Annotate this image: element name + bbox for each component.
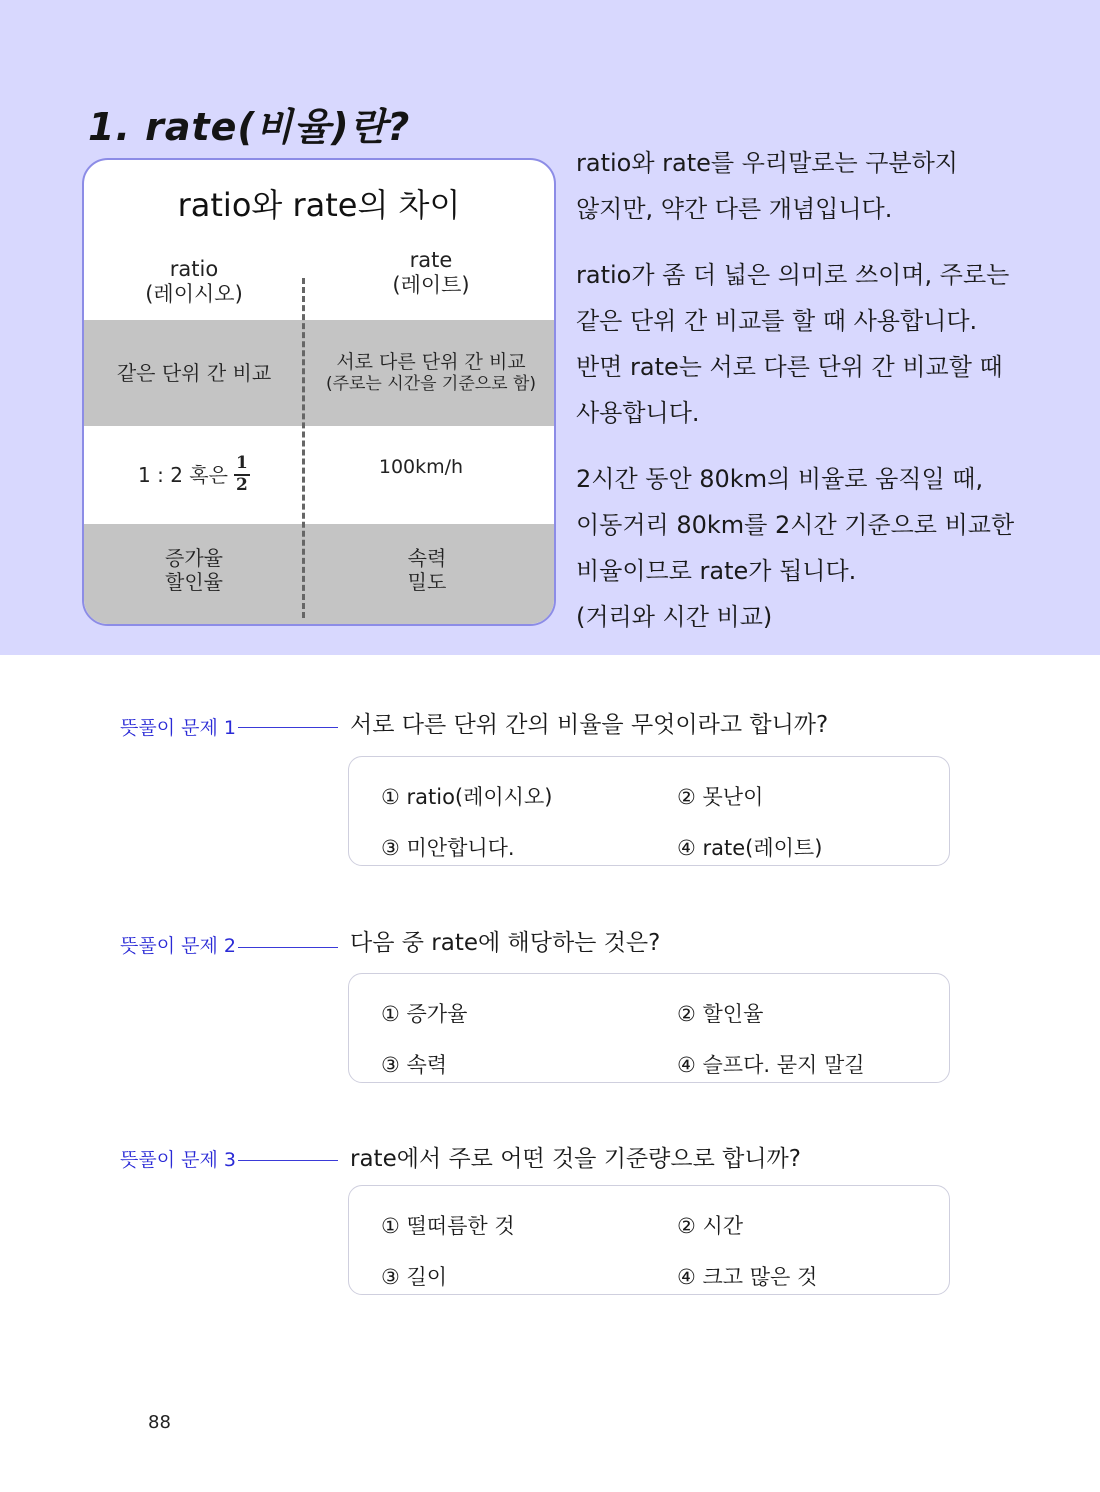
header-rate-name: rate xyxy=(409,248,453,272)
question-2-options xyxy=(348,973,950,1083)
header-ratio-name: ratio xyxy=(169,256,219,281)
card-row-definition xyxy=(84,320,554,426)
card-row-types xyxy=(84,524,554,626)
explanation-line: (거리와 시간 비교) xyxy=(576,603,773,631)
explanation-line: 사용합니다. xyxy=(576,399,700,427)
question-1-option-4[interactable]: ④ rate(레이트) xyxy=(677,836,823,860)
question-3-option-1[interactable]: ① 떨떠름한 것 xyxy=(381,1214,515,1238)
explanation-line: 2시간 동안 80km의 비율로 움직일 때, xyxy=(576,465,984,493)
rate-definition-note: (주로는 시간을 기준으로 함) xyxy=(325,374,537,395)
ratio-example xyxy=(84,426,304,524)
question-2-option-3[interactable]: ③ 속력 xyxy=(381,1053,448,1077)
page-number: 88 xyxy=(148,1412,171,1433)
ratio-type-2: 할인율 xyxy=(165,570,223,594)
rate-types xyxy=(304,524,556,626)
question-3-option-2[interactable]: ② 시간 xyxy=(677,1214,744,1238)
explanation-line: 이동거리 80km를 2시간 기준으로 비교한 xyxy=(576,511,1015,539)
explanation-line: 않지만, 약간 다른 개념입니다. xyxy=(576,195,893,223)
header-rate xyxy=(304,246,556,318)
question-2-line xyxy=(238,947,338,948)
ratio-type-1: 증가율 xyxy=(165,546,223,570)
rate-example: 100km/h xyxy=(378,456,464,478)
explanation-paragraph-2 xyxy=(576,252,1046,436)
card-header-row xyxy=(84,246,554,318)
explanation-line: 비율이므로 rate가 됩니다. xyxy=(576,557,857,585)
fraction-numerator: 1 xyxy=(236,453,248,474)
question-2-text: 다음 중 rate에 해당하는 것은? xyxy=(350,930,661,956)
question-3-options xyxy=(348,1185,950,1295)
explanation-paragraph-1 xyxy=(576,140,1046,232)
question-3-option-4[interactable]: ④ 크고 많은 것 xyxy=(677,1265,818,1289)
section-title: 1. rate(비율)란? xyxy=(88,105,411,149)
card-row-example xyxy=(84,426,554,524)
question-1-option-1[interactable]: ① ratio(레이시오) xyxy=(381,785,553,809)
ratio-example-text: 1 : 2 혹은 xyxy=(138,463,228,487)
fraction-one-half xyxy=(234,455,250,495)
question-2-option-4[interactable]: ④ 슬프다. 묻지 말길 xyxy=(677,1053,865,1077)
comparison-card xyxy=(82,158,556,626)
card-title: ratio와 rate의 차이 xyxy=(177,186,461,224)
rate-type-1: 속력 xyxy=(407,546,447,570)
rate-definition-main: 서로 다른 단위 간 비교 xyxy=(336,351,526,374)
explanation-paragraph-3 xyxy=(576,456,1046,640)
column-divider xyxy=(302,278,305,618)
question-3-line xyxy=(238,1160,338,1161)
question-2-label: 뜻풀이 문제 2 xyxy=(120,935,236,957)
question-2-option-1[interactable]: ① 증가율 xyxy=(381,1002,468,1026)
fraction-denominator: 2 xyxy=(236,475,248,495)
header-ratio-reading: (레이시오) xyxy=(145,282,243,306)
question-1-text: 서로 다른 단위 간의 비율을 무엇이라고 합니까? xyxy=(350,712,829,738)
explanation-line: 반면 rate는 서로 다른 단위 간 비교할 때 xyxy=(576,353,1003,381)
ratio-types xyxy=(84,524,304,626)
question-1-option-2[interactable]: ② 못난이 xyxy=(677,785,764,809)
explanation-line: ratio와 rate를 우리말로는 구분하지 xyxy=(576,149,958,177)
question-1-line xyxy=(238,727,338,728)
explanation-line: 같은 단위 간 비교를 할 때 사용합니다. xyxy=(576,307,978,335)
question-3-text: rate에서 주로 어떤 것을 기준량으로 합니까? xyxy=(350,1146,801,1172)
question-1-option-3[interactable]: ③ 미안합니다. xyxy=(381,836,515,860)
explanation-line: ratio가 좀 더 넓은 의미로 쓰이며, 주로는 xyxy=(576,261,1010,289)
rate-definition xyxy=(304,320,556,426)
question-3-label: 뜻풀이 문제 3 xyxy=(120,1149,236,1171)
header-ratio xyxy=(84,246,304,318)
question-1-options xyxy=(348,756,950,866)
question-2-option-2[interactable]: ② 할인율 xyxy=(677,1002,764,1026)
ratio-definition: 같은 단위 간 비교 xyxy=(116,361,272,385)
rate-type-2: 밀도 xyxy=(407,570,447,594)
question-1-label: 뜻풀이 문제 1 xyxy=(120,717,236,739)
explanation-text xyxy=(576,140,1046,660)
header-rate-reading: (레이트) xyxy=(392,273,470,298)
question-3-option-3[interactable]: ③ 길이 xyxy=(381,1265,448,1289)
